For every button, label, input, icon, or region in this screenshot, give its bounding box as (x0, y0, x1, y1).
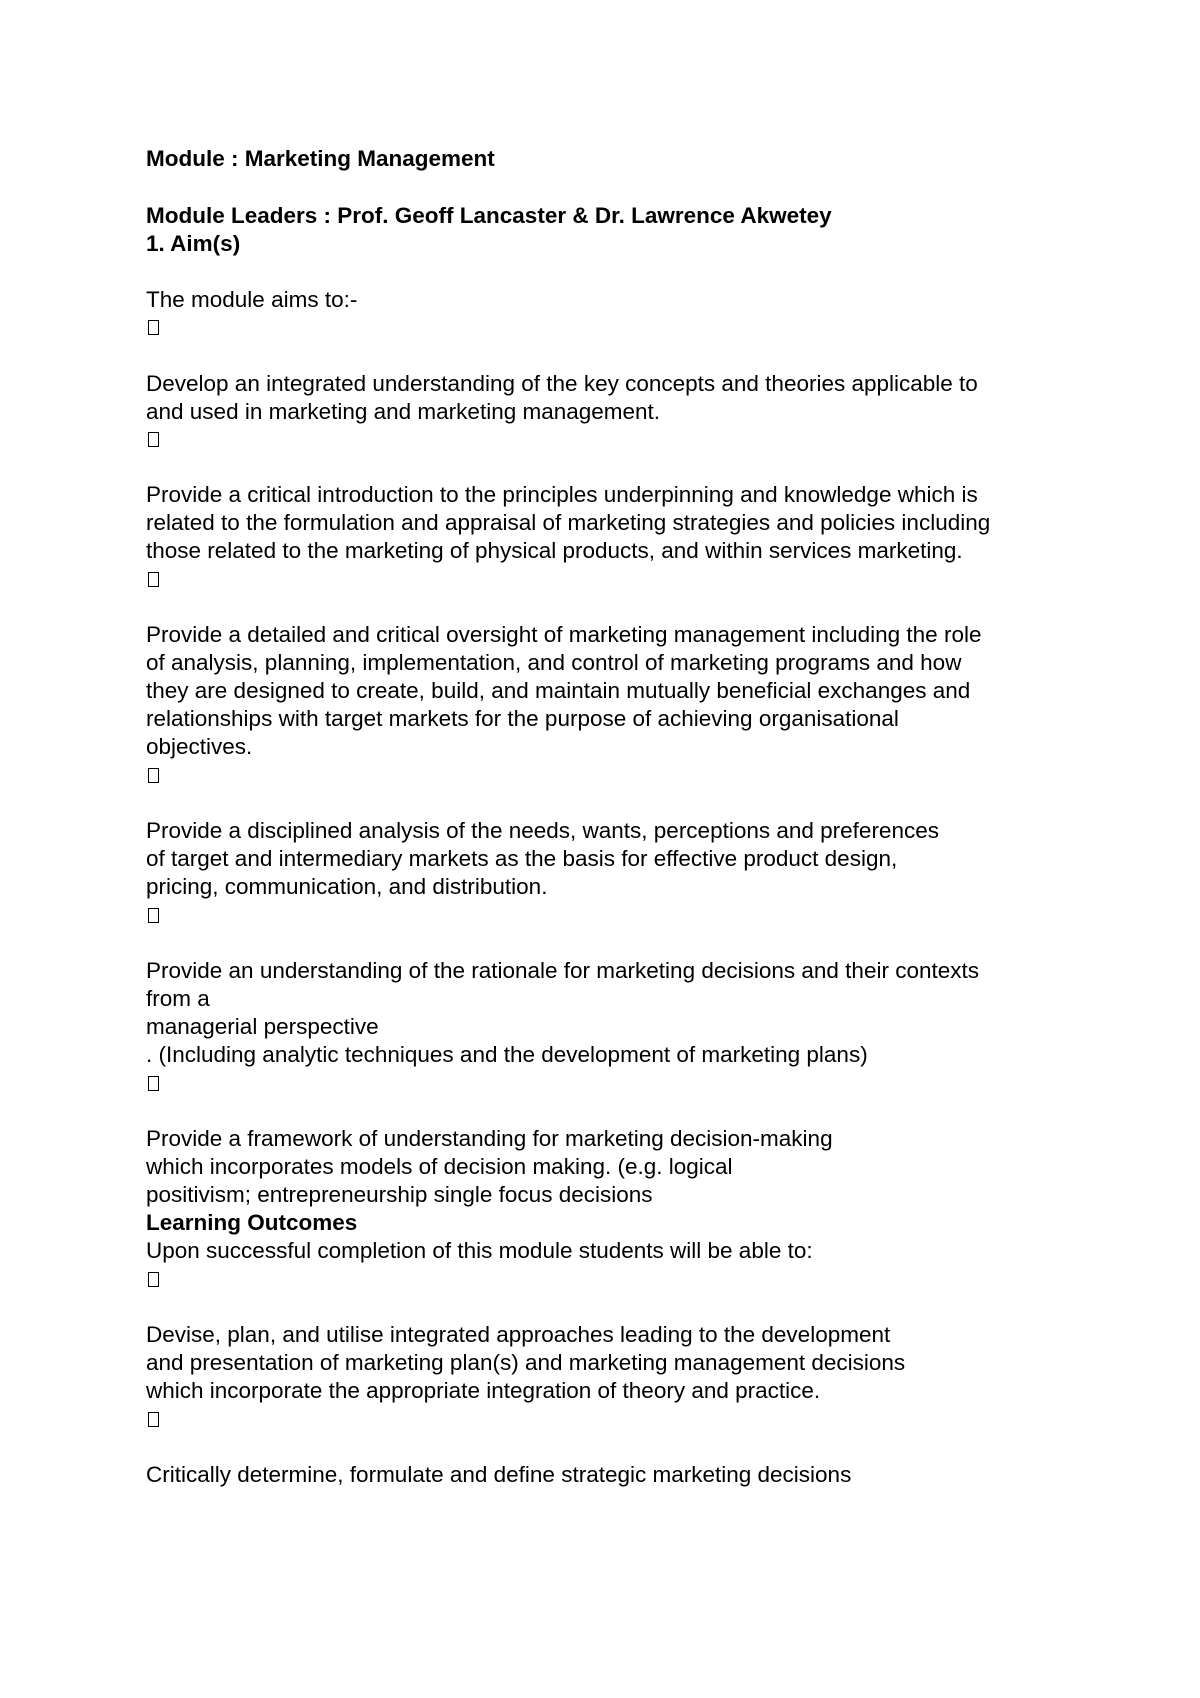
aim-line: objectives. (146, 734, 253, 759)
outcomes-intro: Upon successful completion of this module students will be able to: (146, 1238, 813, 1263)
aims-intro: The module aims to:- (146, 287, 358, 312)
aim-line: Provide an understanding of the rationale for marketing decisions and their contexts (146, 958, 979, 983)
aim-line: of target and intermediary markets as the basis for effective product design, (146, 846, 898, 871)
aim-line: Provide a critical introduction to the principles underpinning and knowledge which is (146, 482, 978, 507)
module-leaders: Module Leaders : Prof. Geoff Lancaster & Dr. Lawrence Akwetey (146, 203, 832, 228)
bullet-box-icon (148, 572, 159, 587)
aim-line: positivism; entrepreneurship single focus decisions (146, 1182, 653, 1207)
aim-line: Develop an integrated understanding of the key concepts and theories applicable to (146, 371, 978, 396)
aim-line: relationships with target markets for the purpose of achieving organisational (146, 706, 899, 731)
outcome-line: and presentation of marketing plan(s) and marketing management decisions (146, 1350, 906, 1375)
aim-line: Provide a framework of understanding for marketing decision-making (146, 1126, 833, 1151)
aim-line: pricing, communication, and distribution. (146, 874, 548, 899)
aim-line: those related to the marketing of physical products, and within services marketing. (146, 538, 963, 563)
module-title: Module : Marketing Management (146, 146, 495, 171)
bullet-box-icon (148, 432, 159, 447)
bullet-box-icon (148, 1272, 159, 1287)
outcomes-heading: Learning Outcomes (146, 1210, 358, 1235)
aim-line: which incorporates models of decision making. (e.g. logical (146, 1154, 733, 1179)
aim-line: Provide a detailed and critical oversight of marketing management including the role (146, 622, 982, 647)
bullet-box-icon (148, 320, 159, 335)
aim-line: Provide a disciplined analysis of the needs, wants, perceptions and preferences (146, 818, 939, 843)
bullet-box-icon (148, 1076, 159, 1091)
aims-heading: 1. Aim(s) (146, 231, 241, 256)
aim-line: . (Including analytic techniques and the development of marketing plans) (146, 1042, 868, 1067)
outcome-line: Devise, plan, and utilise integrated approaches leading to the development (146, 1322, 891, 1347)
aim-line: and used in marketing and marketing management. (146, 399, 661, 424)
aim-line: from a (146, 986, 210, 1011)
outcome-line: Critically determine, formulate and define strategic marketing decisions (146, 1462, 852, 1487)
bullet-box-icon (148, 1412, 159, 1427)
aim-line: of analysis, planning, implementation, and control of marketing programs and how (146, 650, 962, 675)
bullet-box-icon (148, 908, 159, 923)
bullet-box-icon (148, 768, 159, 783)
outcome-line: which incorporate the appropriate integration of theory and practice. (146, 1378, 821, 1403)
aim-line: related to the formulation and appraisal of marketing strategies and policies including (146, 510, 991, 535)
aim-line: they are designed to create, build, and maintain mutually beneficial exchanges and (146, 678, 971, 703)
aim-line: managerial perspective (146, 1014, 379, 1039)
